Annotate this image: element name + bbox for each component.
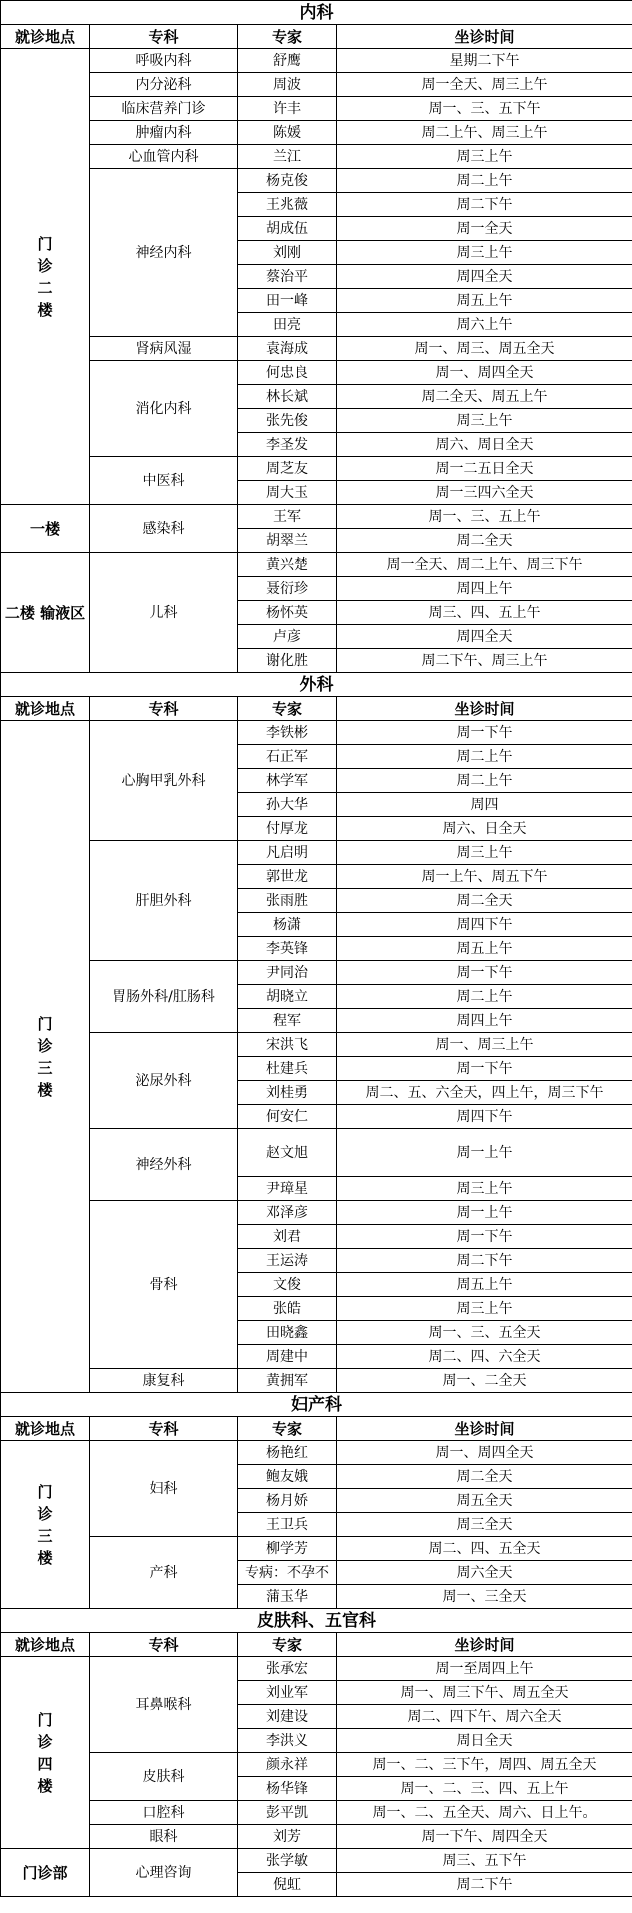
expert-cell: 张学敏 (238, 1849, 337, 1873)
expert-cell: 周建中 (238, 1345, 337, 1369)
header-time: 坐诊时间 (337, 1633, 632, 1657)
expert-cell: 倪虹 (238, 1873, 337, 1897)
expert-cell: 颜永祥 (238, 1753, 337, 1777)
expert-cell: 柳学芳 (238, 1537, 337, 1561)
table-row (1, 337, 632, 361)
time-cell: 周三、五下午 (337, 1849, 632, 1873)
header-specialty: 专科 (90, 25, 238, 49)
time-cell: 周一至周四上午 (337, 1657, 632, 1681)
time-cell: 周二、五、六全天，四上午，周三下午 (337, 1081, 632, 1105)
time-cell: 周二上午 (337, 769, 632, 793)
time-cell: 周一二五日全天 (337, 457, 632, 481)
time-cell: 周四全天 (337, 265, 632, 289)
expert-cell: 张皓 (238, 1297, 337, 1321)
expert-cell: 卢彦 (238, 625, 337, 649)
expert-cell: 邓泽彦 (238, 1201, 337, 1225)
time-cell: 周二、四下午、周六全天 (337, 1705, 632, 1729)
time-cell: 周三上午 (337, 1297, 632, 1321)
location-cell: 门诊二楼 (1, 49, 90, 505)
specialty-cell: 神经内科 (90, 169, 238, 337)
header-location: 就诊地点 (1, 697, 90, 721)
specialty-cell: 中医科 (90, 457, 238, 505)
expert-cell: 张雨胜 (238, 889, 337, 913)
time-cell: 周五上午 (337, 289, 632, 313)
time-cell: 周一上午 (337, 1201, 632, 1225)
expert-cell: 周波 (238, 73, 337, 97)
header-time: 坐诊时间 (337, 25, 632, 49)
expert-cell: 孙大华 (238, 793, 337, 817)
expert-cell: 黄拥军 (238, 1369, 337, 1393)
expert-cell: 刘刚 (238, 241, 337, 265)
time-cell: 周四下午 (337, 1105, 632, 1129)
time-cell: 周三上午 (337, 841, 632, 865)
time-cell: 周六、日全天 (337, 817, 632, 841)
time-cell: 周五上午 (337, 937, 632, 961)
expert-cell: 李洪义 (238, 1729, 337, 1753)
header-row (1, 697, 632, 721)
time-cell: 周六、周日全天 (337, 433, 632, 457)
specialty-cell: 肿瘤内科 (90, 121, 238, 145)
expert-cell: 李圣发 (238, 433, 337, 457)
time-cell: 周二全天 (337, 529, 632, 553)
header-specialty: 专科 (90, 697, 238, 721)
time-cell: 周一上午、周五下午 (337, 865, 632, 889)
location-cell: 门诊三楼 (1, 721, 90, 1393)
expert-cell: 尹同治 (238, 961, 337, 985)
section-title-row (1, 1, 632, 25)
table-row (1, 49, 632, 73)
specialty-cell: 康复科 (90, 1369, 238, 1393)
time-cell: 周一、周三上午 (337, 1033, 632, 1057)
section-title-row (1, 1393, 632, 1417)
time-cell: 周四上午 (337, 1009, 632, 1033)
time-cell: 周六全天 (337, 1561, 632, 1585)
header-location: 就诊地点 (1, 25, 90, 49)
expert-cell: 周大玉 (238, 481, 337, 505)
specialty-cell: 耳鼻喉科 (90, 1657, 238, 1753)
expert-cell: 田亮 (238, 313, 337, 337)
table-row (1, 1657, 632, 1681)
expert-cell: 程军 (238, 1009, 337, 1033)
expert-cell: 何安仁 (238, 1105, 337, 1129)
time-cell: 周二全天 (337, 889, 632, 913)
time-cell: 周三全天 (337, 1513, 632, 1537)
time-cell: 周日全天 (337, 1729, 632, 1753)
section-title: 外科 (1, 673, 632, 697)
expert-cell: 石正军 (238, 745, 337, 769)
section-title: 皮肤科、五官科 (1, 1609, 632, 1633)
expert-cell: 郭世龙 (238, 865, 337, 889)
expert-cell: 杨克俊 (238, 169, 337, 193)
specialty-cell: 神经外科 (90, 1129, 238, 1201)
specialty-cell: 呼吸内科 (90, 49, 238, 73)
expert-cell: 王军 (238, 505, 337, 529)
expert-cell: 李英锋 (238, 937, 337, 961)
table-row (1, 961, 632, 985)
table-row (1, 553, 632, 577)
table-row (1, 1537, 632, 1561)
time-cell: 周一、三、五全天 (337, 1321, 632, 1345)
time-cell: 周三上午 (337, 241, 632, 265)
expert-cell: 蒲玉华 (238, 1585, 337, 1609)
table-row (1, 97, 632, 121)
section-title: 妇产科 (1, 1393, 632, 1417)
time-cell: 周一全天、周三上午 (337, 73, 632, 97)
time-cell: 周二上午 (337, 745, 632, 769)
time-cell: 周一、周三下午、周五全天 (337, 1681, 632, 1705)
expert-cell: 宋洪飞 (238, 1033, 337, 1057)
specialty-cell: 感染科 (90, 505, 238, 553)
expert-cell: 刘君 (238, 1225, 337, 1249)
specialty-cell: 骨科 (90, 1201, 238, 1369)
time-cell: 周二下午 (337, 1249, 632, 1273)
location-cell: 门诊部 (1, 1849, 90, 1897)
table-row (1, 1033, 632, 1057)
table-row (1, 457, 632, 481)
header-expert: 专家 (238, 25, 337, 49)
expert-cell: 杨怀英 (238, 601, 337, 625)
table-row (1, 1849, 632, 1873)
time-cell: 周二下午 (337, 193, 632, 217)
time-cell: 周二全天、周五上午 (337, 385, 632, 409)
table-row (1, 73, 632, 97)
table-row (1, 1369, 632, 1393)
expert-cell: 林长斌 (238, 385, 337, 409)
expert-cell: 许丰 (238, 97, 337, 121)
table-row (1, 721, 632, 745)
time-cell: 周一、周三、周五全天 (337, 337, 632, 361)
table-row (1, 841, 632, 865)
location-cell: 门诊四楼 (1, 1657, 90, 1849)
time-cell: 周四下午 (337, 913, 632, 937)
table-row (1, 169, 632, 193)
table-row (1, 1201, 632, 1225)
specialty-cell: 心胸甲乳外科 (90, 721, 238, 841)
header-row (1, 1417, 632, 1441)
time-cell: 周四 (337, 793, 632, 817)
time-cell: 周一下午 (337, 1225, 632, 1249)
header-expert: 专家 (238, 697, 337, 721)
time-cell: 周二、四、六全天 (337, 1345, 632, 1369)
expert-cell: 田晓鑫 (238, 1321, 337, 1345)
expert-cell: 张承宏 (238, 1657, 337, 1681)
expert-cell: 兰江 (238, 145, 337, 169)
time-cell: 周一下午 (337, 721, 632, 745)
expert-cell: 赵文旭 (238, 1129, 337, 1177)
time-cell: 周一、二全天 (337, 1369, 632, 1393)
time-cell: 周一上午 (337, 1129, 632, 1177)
expert-cell: 林学军 (238, 769, 337, 793)
header-row (1, 1633, 632, 1657)
expert-cell: 杨月娇 (238, 1489, 337, 1513)
specialty-cell: 消化内科 (90, 361, 238, 457)
expert-cell: 杨华锋 (238, 1777, 337, 1801)
time-cell: 周二下午、周三上午 (337, 649, 632, 673)
table-row (1, 361, 632, 385)
expert-cell: 李铁彬 (238, 721, 337, 745)
header-expert: 专家 (238, 1633, 337, 1657)
schedule-body (1, 1, 632, 1897)
time-cell: 周三上午 (337, 409, 632, 433)
time-cell: 周一、二、三、四、五上午 (337, 1777, 632, 1801)
header-time: 坐诊时间 (337, 1417, 632, 1441)
expert-cell: 舒鹰 (238, 49, 337, 73)
specialty-cell: 妇科 (90, 1441, 238, 1537)
time-cell: 周一下午 (337, 1057, 632, 1081)
specialty-cell: 临床营养门诊 (90, 97, 238, 121)
time-cell: 周五上午 (337, 1273, 632, 1297)
specialty-cell: 肾病风湿 (90, 337, 238, 361)
time-cell: 星期二下午 (337, 49, 632, 73)
expert-cell: 陈媛 (238, 121, 337, 145)
time-cell: 周四全天 (337, 625, 632, 649)
time-cell: 周三上午 (337, 1177, 632, 1201)
specialty-cell: 内分泌科 (90, 73, 238, 97)
time-cell: 周一全天 (337, 217, 632, 241)
header-expert: 专家 (238, 1417, 337, 1441)
header-specialty: 专科 (90, 1417, 238, 1441)
expert-cell: 周芝友 (238, 457, 337, 481)
expert-cell: 杨潇 (238, 913, 337, 937)
header-specialty: 专科 (90, 1633, 238, 1657)
time-cell: 周一、三、五下午 (337, 97, 632, 121)
time-cell: 周六上午 (337, 313, 632, 337)
specialty-cell: 口腔科 (90, 1801, 238, 1825)
expert-cell: 谢化胜 (238, 649, 337, 673)
expert-cell: 胡翠兰 (238, 529, 337, 553)
expert-cell: 王兆薇 (238, 193, 337, 217)
expert-cell: 杨艳红 (238, 1441, 337, 1465)
time-cell: 周二、四、五全天 (337, 1537, 632, 1561)
specialty-cell: 产科 (90, 1537, 238, 1609)
time-cell: 周二上午、周三上午 (337, 121, 632, 145)
location-cell: 门诊三楼 (1, 1441, 90, 1609)
expert-cell: 刘建设 (238, 1705, 337, 1729)
time-cell: 周四上午 (337, 577, 632, 601)
expert-cell: 付厚龙 (238, 817, 337, 841)
expert-cell: 尹璋星 (238, 1177, 337, 1201)
table-row (1, 145, 632, 169)
expert-cell: 刘芳 (238, 1825, 337, 1849)
time-cell: 周二下午 (337, 1873, 632, 1897)
time-cell: 周一、二、三下午，周四、周五全天 (337, 1753, 632, 1777)
time-cell: 周一三四六全天 (337, 481, 632, 505)
expert-cell: 专病：不孕不 (238, 1561, 337, 1585)
expert-cell: 鲍友娥 (238, 1465, 337, 1489)
time-cell: 周一下午 (337, 961, 632, 985)
expert-cell: 胡成伍 (238, 217, 337, 241)
table-row (1, 505, 632, 529)
time-cell: 周二上午 (337, 169, 632, 193)
expert-cell: 聂衍珍 (238, 577, 337, 601)
specialty-cell: 泌尿外科 (90, 1033, 238, 1129)
time-cell: 周一下午、周四全天 (337, 1825, 632, 1849)
expert-cell: 王卫兵 (238, 1513, 337, 1537)
section-title: 内科 (1, 1, 632, 25)
specialty-cell: 眼科 (90, 1825, 238, 1849)
expert-cell: 杜建兵 (238, 1057, 337, 1081)
expert-cell: 张先俊 (238, 409, 337, 433)
time-cell: 周一全天、周二上午、周三下午 (337, 553, 632, 577)
time-cell: 周三、四、五上午 (337, 601, 632, 625)
specialty-cell: 心血管内科 (90, 145, 238, 169)
expert-cell: 黄兴楚 (238, 553, 337, 577)
time-cell: 周三上午 (337, 145, 632, 169)
header-time: 坐诊时间 (337, 697, 632, 721)
location-cell: 二楼 输液区 (1, 553, 90, 673)
header-row (1, 25, 632, 49)
specialty-cell: 肝胆外科 (90, 841, 238, 961)
table-row (1, 121, 632, 145)
specialty-cell: 皮肤科 (90, 1753, 238, 1801)
time-cell: 周一、周四全天 (337, 361, 632, 385)
time-cell: 周二全天 (337, 1465, 632, 1489)
table-row (1, 1441, 632, 1465)
table-row (1, 1753, 632, 1777)
header-location: 就诊地点 (1, 1633, 90, 1657)
expert-cell: 凡启明 (238, 841, 337, 865)
time-cell: 周一、三全天 (337, 1585, 632, 1609)
specialty-cell: 胃肠外科/肛肠科 (90, 961, 238, 1033)
expert-cell: 田一峰 (238, 289, 337, 313)
time-cell: 周五全天 (337, 1489, 632, 1513)
expert-cell: 刘桂勇 (238, 1081, 337, 1105)
specialty-cell: 心理咨询 (90, 1849, 238, 1897)
expert-cell: 刘业军 (238, 1681, 337, 1705)
time-cell: 周一、三、五上午 (337, 505, 632, 529)
expert-cell: 蔡治平 (238, 265, 337, 289)
time-cell: 周二上午 (337, 985, 632, 1009)
table-row (1, 1801, 632, 1825)
expert-cell: 袁海成 (238, 337, 337, 361)
time-cell: 周一、二、五全天、周六、日上午。 (337, 1801, 632, 1825)
location-cell: 一楼 (1, 505, 90, 553)
expert-cell: 彭平凯 (238, 1801, 337, 1825)
expert-cell: 胡晓立 (238, 985, 337, 1009)
time-cell: 周一、周四全天 (337, 1441, 632, 1465)
section-title-row (1, 673, 632, 697)
header-location: 就诊地点 (1, 1417, 90, 1441)
expert-cell: 文俊 (238, 1273, 337, 1297)
expert-cell: 王运涛 (238, 1249, 337, 1273)
specialty-cell: 儿科 (90, 553, 238, 673)
section-title-row (1, 1609, 632, 1633)
table-row (1, 1129, 632, 1177)
table-row (1, 1825, 632, 1849)
expert-cell: 何忠良 (238, 361, 337, 385)
